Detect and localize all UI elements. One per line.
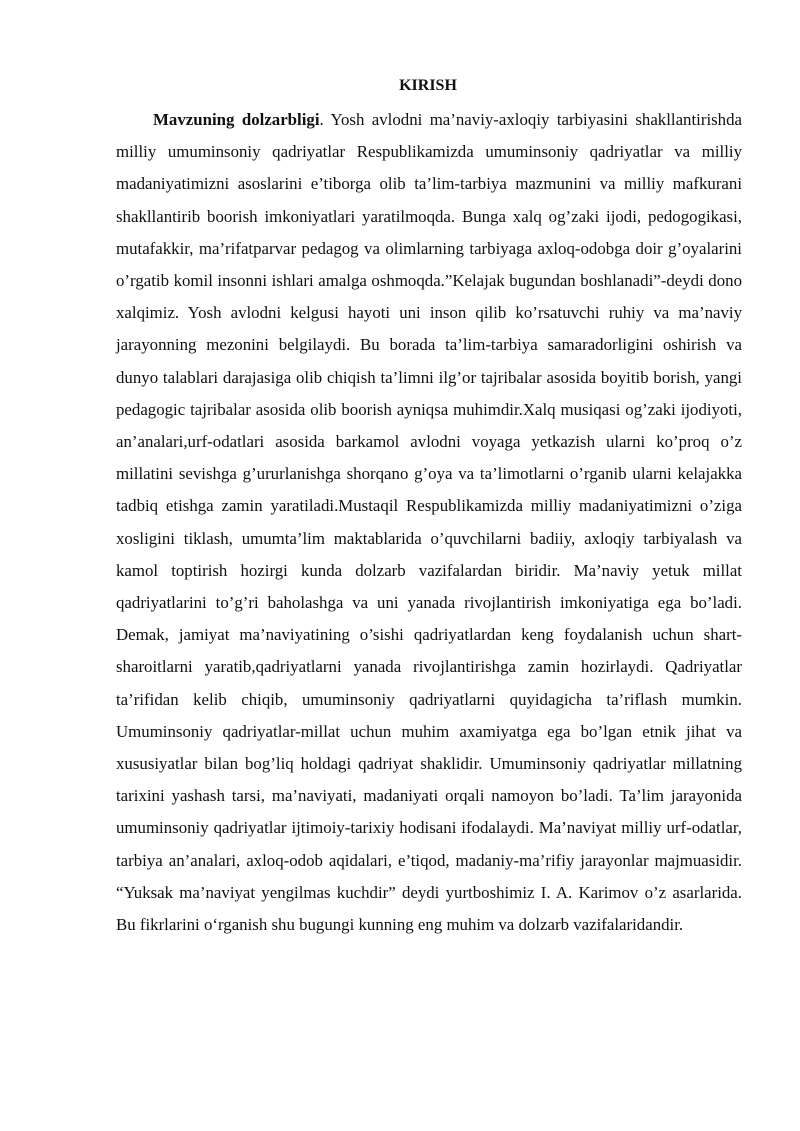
paragraph-text: Yosh avlodni ma’naviy-axloqiy tarbiyasini shakllantirishda milliy umuminsoniy qadriyatlar Respublikamizda umuminsoniy qadriyatlar va milliy madaniyatimizni asoslarini e’tiborga olib ta’lim-tarbiya mazmunini va milliy mafkurani shakllantirib boorish imkoniyatlari yaratilmoqda. Bunga xalq og’zaki ijodi, pedogogikasi, mutafakkir, ma’rifatparvar pedagog va olimlarning tarbiyaga axloq-odobga doir g’oyalarini o’rgatib komil insonni ishlari amalga oshmoqda.”Kelajak bugundan boshlanadi”-deydi dono xalqimiz. Yosh avlodni kelgusi hayoti uni inson qilib ko’rsatuvchi ruhiy va ma’naviy jarayonning mezonini belgilaydi. Bu borada ta’lim-tarbiya samaradorligini oshirish va dunyo talablari darajasiga olib chiqish ta’limni ilg’or tajribalar asosida boyitib borish, yangi pedagogic tajribalar asosida olib boorish ayniqsa muhimdir.Xalq musiqasi og’zaki ijodiyoti, an’analari,urf-odatlari asosida barkamol avlodni voyaga yetkazish ularni ko’proq o’z millatini sevishga g’ururlanishga shorqano g’oya va ta’limotlarni o’rganib ularni kelajakka tadbiq etishga zamin yaratiladi.Mustaqil Respublikamizda milliy madaniyatimizni o’ziga xosligini tiklash, umumta’lim maktablarida o’quvchilarni badiiy, axloqiy tarbiyalash va kamol toptirish hozirgi kunda dolzarb vazifalardan biridir. Ma’naviy yetuk millat qadriyatlarini to’g’ri baholashga va uni yanada rivojlantirish imkoniyatiga ega bo’ladi. Demak, jamiyat ma’naviyatining o’sishi qadriyatlardan keng foydalanish uchun shart-sharoitlarni yaratib,qadriyatlarni yanada rivojlantirishga zamin hozirlaydi. Qadriyatlar ta’rifidan kelib chiqib, umuminsoniy qadriyatlarni quyidagicha ta’riflash mumkin. Umuminsoniy qadriyatlar-millat uchun muhim axamiyatga ega bo’lgan etnik jihat va xususiyatlar bilan bog’liq holdagi qadriyat shaklidir. Umuminsoniy qadriyatlar millatning tarixini yashash tarsi, ma’naviyati, madaniyati orqali namoyon bo’ladi. Ta’lim jarayonida umuminsoniy qadriyatlar ijtimoiy-tarixiy hodisani ifodalaydi. Ma’naviyat milliy urf-odatlar, tarbiya an’analari, axloq-odob aqidalari, e’tiqod, madaniy-ma’rifiy jarayonlar majmuasidir. “Yuksak ma’naviyat yengilmas kuchdir” deydi yurtboshimiz I. A. Karimov o’z asarlarida. Bu fikrlarini oʻrganish shu bugungi kunning eng muhim va dolzarb vazifalaridandir. <box>116 110 742 935</box>
lead-heading: Mavzuning dolzarbligi <box>153 110 320 129</box>
page-title: KIRISH <box>399 77 457 94</box>
body-paragraph <box>116 104 742 941</box>
lead-punctuation: . <box>319 110 324 129</box>
